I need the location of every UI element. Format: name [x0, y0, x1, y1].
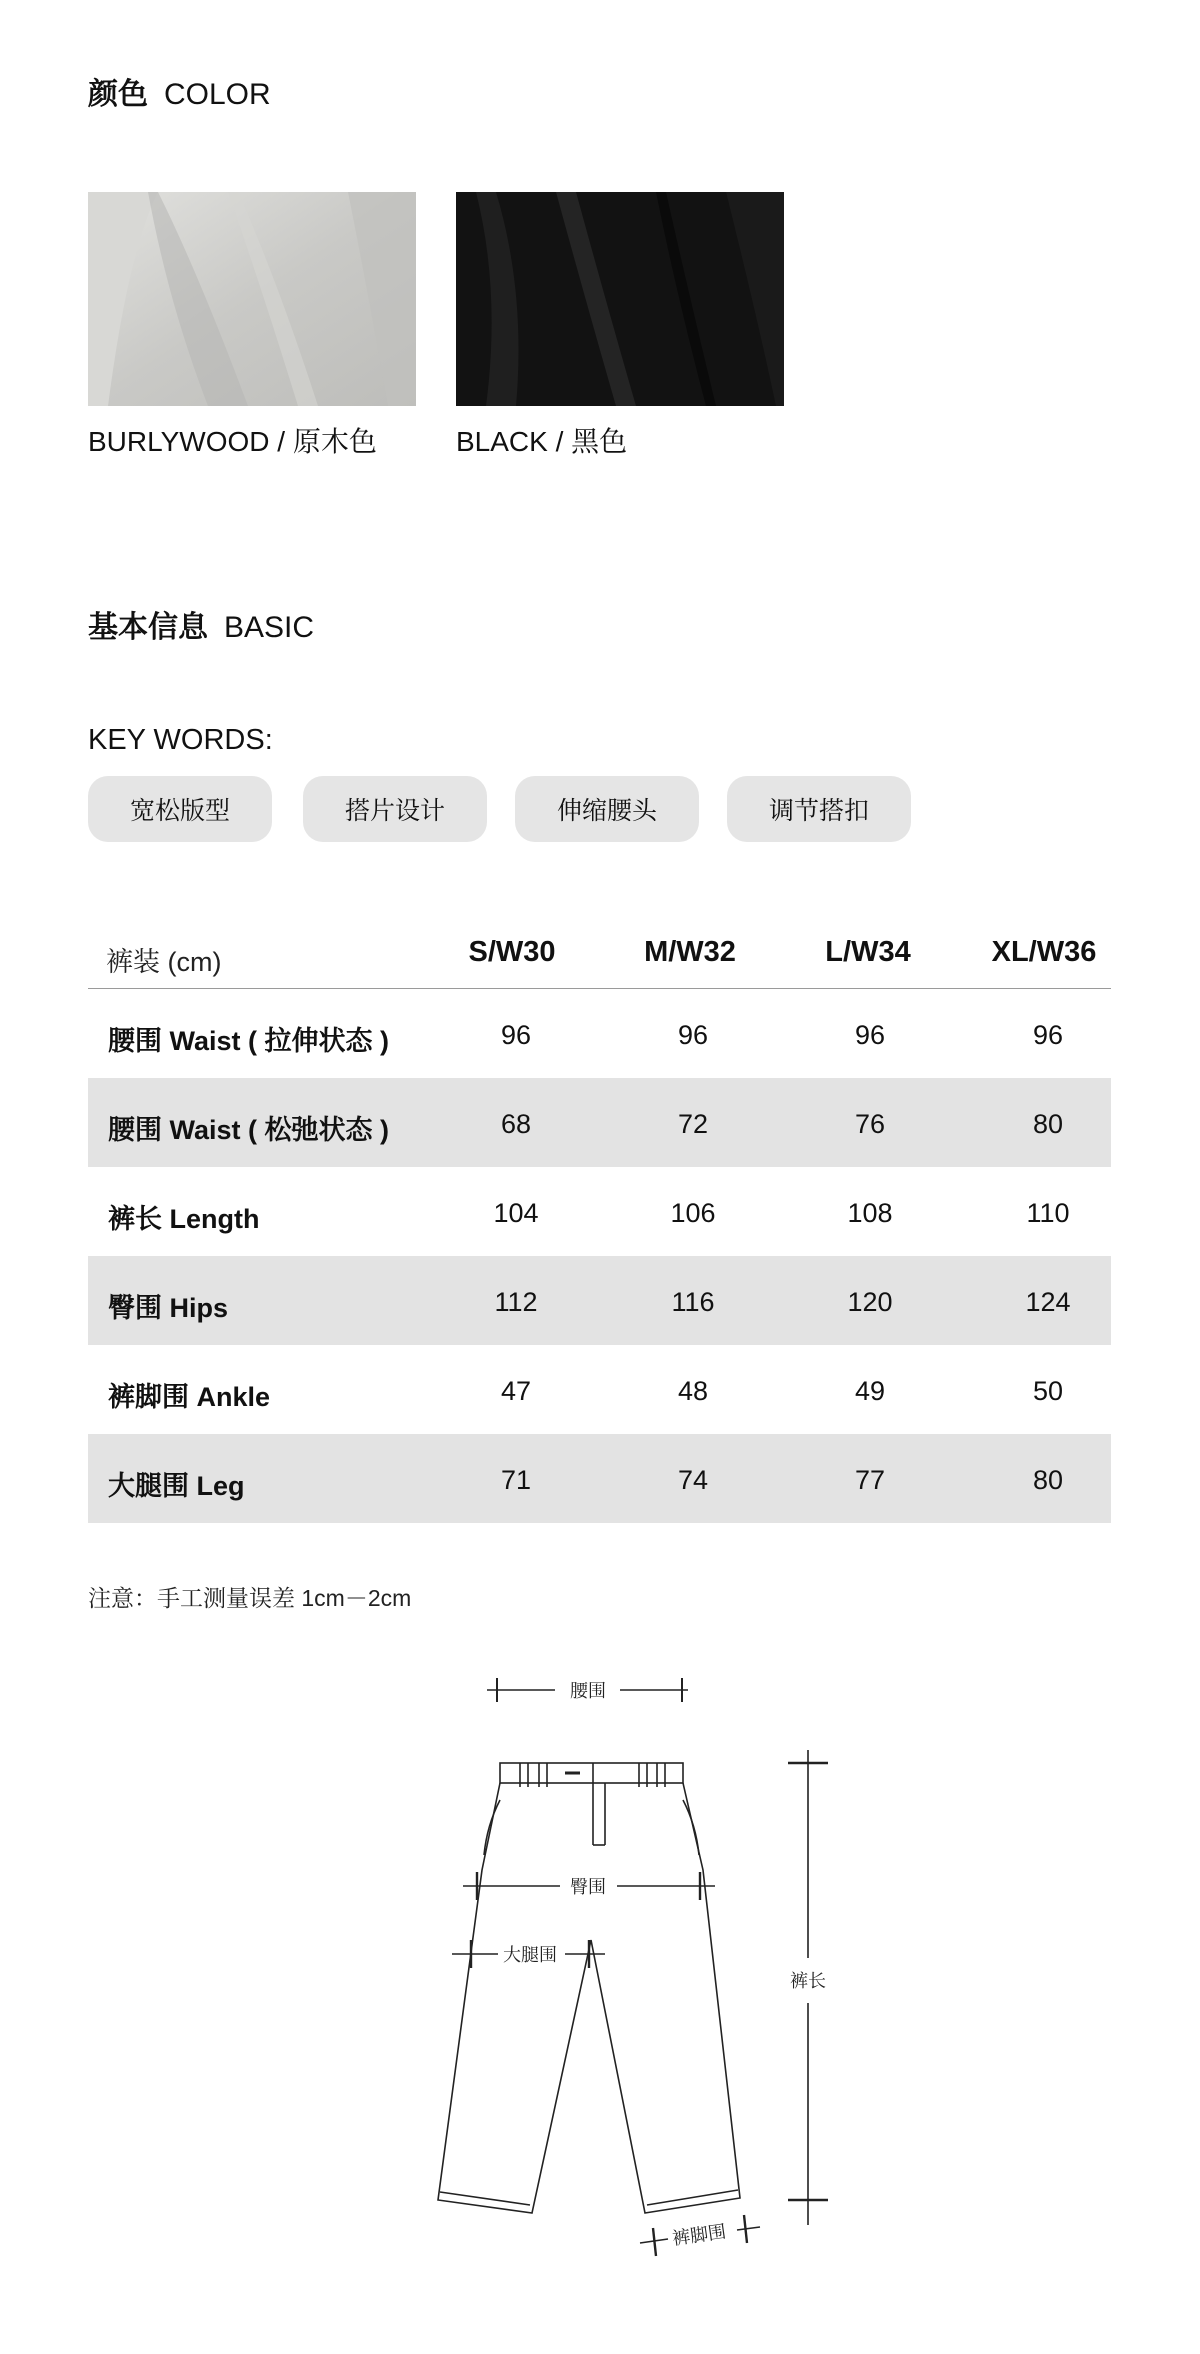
measurement-note: 注意：手工测量误差 1cm－2cm — [88, 1585, 412, 1611]
cell-value: 80 — [1032, 1465, 1064, 1495]
table-row — [88, 989, 1111, 1078]
keyword-tag: 伸缩腰头 — [515, 776, 699, 842]
cell-value: 80 — [1032, 1109, 1064, 1139]
swatch-burlywood[interactable] — [88, 192, 416, 406]
cell-value: 124 — [1025, 1287, 1071, 1317]
thigh-dimension — [452, 1940, 605, 1968]
waist-dimension — [487, 1678, 688, 1702]
thigh-label: 大腿围 — [503, 1945, 557, 1965]
row-label: 大腿围 Leg — [108, 1471, 245, 1501]
length-label: 裤长 — [790, 1971, 826, 1991]
row-label: 腰围 Waist ( 松弛状态 ) — [108, 1115, 389, 1145]
table-row — [88, 1078, 1111, 1167]
table-row — [88, 1345, 1111, 1434]
swatch-black[interactable] — [456, 192, 784, 406]
size-column-header: S/W30 — [468, 936, 556, 968]
color-section-title — [88, 80, 271, 110]
cell-value: 96 — [854, 1020, 886, 1050]
table-row — [88, 1434, 1111, 1523]
cell-value: 49 — [854, 1376, 886, 1406]
keyword-tag: 搭片设计 — [303, 776, 487, 842]
color-title-en: COLOR — [164, 78, 271, 111]
pants-measurement-diagram — [0, 1640, 1200, 2290]
cell-value: 120 — [847, 1287, 893, 1317]
cell-value: 71 — [500, 1465, 532, 1495]
basic-title-en: BASIC — [224, 611, 315, 644]
cell-value: 96 — [1032, 1020, 1064, 1050]
keyword-tag: 调节搭扣 — [727, 776, 911, 842]
cell-value: 108 — [847, 1198, 893, 1228]
basic-section-title — [88, 613, 314, 643]
cell-value: 74 — [677, 1465, 709, 1495]
basic-title-cn: 基本信息 — [88, 611, 208, 644]
cell-value: 48 — [677, 1376, 709, 1406]
row-label: 裤长 Length — [108, 1204, 260, 1234]
hips-dimension — [463, 1872, 715, 1900]
cell-value: 106 — [670, 1198, 716, 1228]
cell-value: 96 — [500, 1020, 532, 1050]
cell-value: 112 — [494, 1287, 538, 1317]
pants-outline — [438, 1763, 740, 2213]
header-unit-label: 裤装 (cm) — [106, 947, 222, 977]
size-column-header: XL/W36 — [991, 936, 1097, 968]
ankle-label: 裤脚围 — [671, 2221, 728, 2249]
table-row — [88, 1167, 1111, 1256]
row-label: 腰围 Waist ( 拉伸状态 ) — [108, 1026, 389, 1056]
size-column-header: L/W34 — [825, 936, 911, 968]
color-title-cn: 颜色 — [88, 78, 148, 111]
keyword-tag: 宽松版型 — [88, 776, 272, 842]
table-row — [88, 1256, 1111, 1345]
cell-value: 110 — [1026, 1198, 1070, 1228]
size-column-header: M/W32 — [644, 936, 736, 968]
hips-label: 臀围 — [570, 1877, 606, 1897]
ankle-dimension — [640, 2215, 760, 2256]
row-label: 裤脚围 Ankle — [108, 1382, 271, 1412]
cell-value: 77 — [854, 1465, 886, 1495]
cell-value: 47 — [500, 1376, 532, 1406]
cell-value: 104 — [493, 1198, 539, 1228]
cell-value: 68 — [500, 1109, 532, 1139]
row-label: 臀围 Hips — [108, 1293, 229, 1323]
cell-value: 96 — [677, 1020, 709, 1050]
fabric-black-image — [456, 192, 784, 406]
swatch-burlywood-label: BURLYWOOD / 原木色 — [88, 426, 377, 457]
cell-value: 116 — [671, 1287, 715, 1317]
waist-label: 腰围 — [570, 1681, 606, 1701]
cell-value: 76 — [854, 1109, 886, 1139]
swatch-black-label: BLACK / 黑色 — [456, 426, 628, 457]
size-table-header — [88, 920, 1111, 989]
cell-value: 72 — [677, 1109, 709, 1139]
size-table — [88, 920, 1111, 1523]
length-dimension — [788, 1750, 828, 2225]
fabric-burlywood-image — [88, 192, 416, 406]
cell-value: 50 — [1032, 1376, 1064, 1406]
keywords-heading: KEY WORDS: — [88, 724, 273, 756]
